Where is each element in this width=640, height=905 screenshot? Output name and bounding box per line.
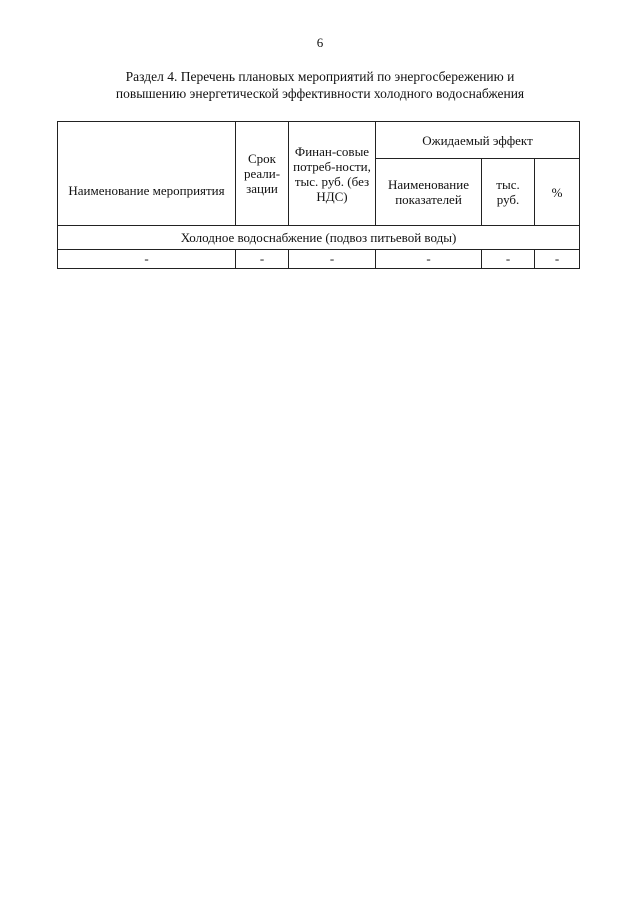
section-title-line-1: Раздел 4. Перечень плановых мероприятий по энергосбережению и — [125, 69, 515, 84]
cell-finance: - — [289, 250, 376, 269]
group-title: Холодное водоснабжение (подвоз питьевой воды) — [58, 226, 580, 250]
table-row — [58, 250, 580, 269]
cell-percent: - — [535, 250, 580, 269]
cell-indicators: - — [376, 250, 482, 269]
header-indicators: Наименование показателей — [376, 159, 482, 226]
header-thousand-rub: тыс. руб. — [482, 159, 535, 226]
measures-table — [57, 121, 580, 269]
page-number: 6 — [316, 35, 324, 50]
header-percent: % — [535, 159, 580, 226]
cell-term: - — [236, 250, 289, 269]
header-finance: Финан-совые потреб-ности, тыс. руб. (без НДС) — [289, 122, 376, 226]
table-group-row — [58, 226, 580, 250]
section-title-line-2: повышению энергетической эффективности холодного водоснабжения — [115, 86, 525, 101]
cell-name: - — [58, 250, 236, 269]
header-name: Наименование мероприятия — [58, 122, 236, 226]
header-expected-effect: Ожидаемый эффект — [376, 122, 580, 159]
header-term: Срок реали-зации — [236, 122, 289, 226]
section-title — [60, 68, 580, 102]
table-header-row — [58, 122, 580, 159]
cell-thousand-rub: - — [482, 250, 535, 269]
